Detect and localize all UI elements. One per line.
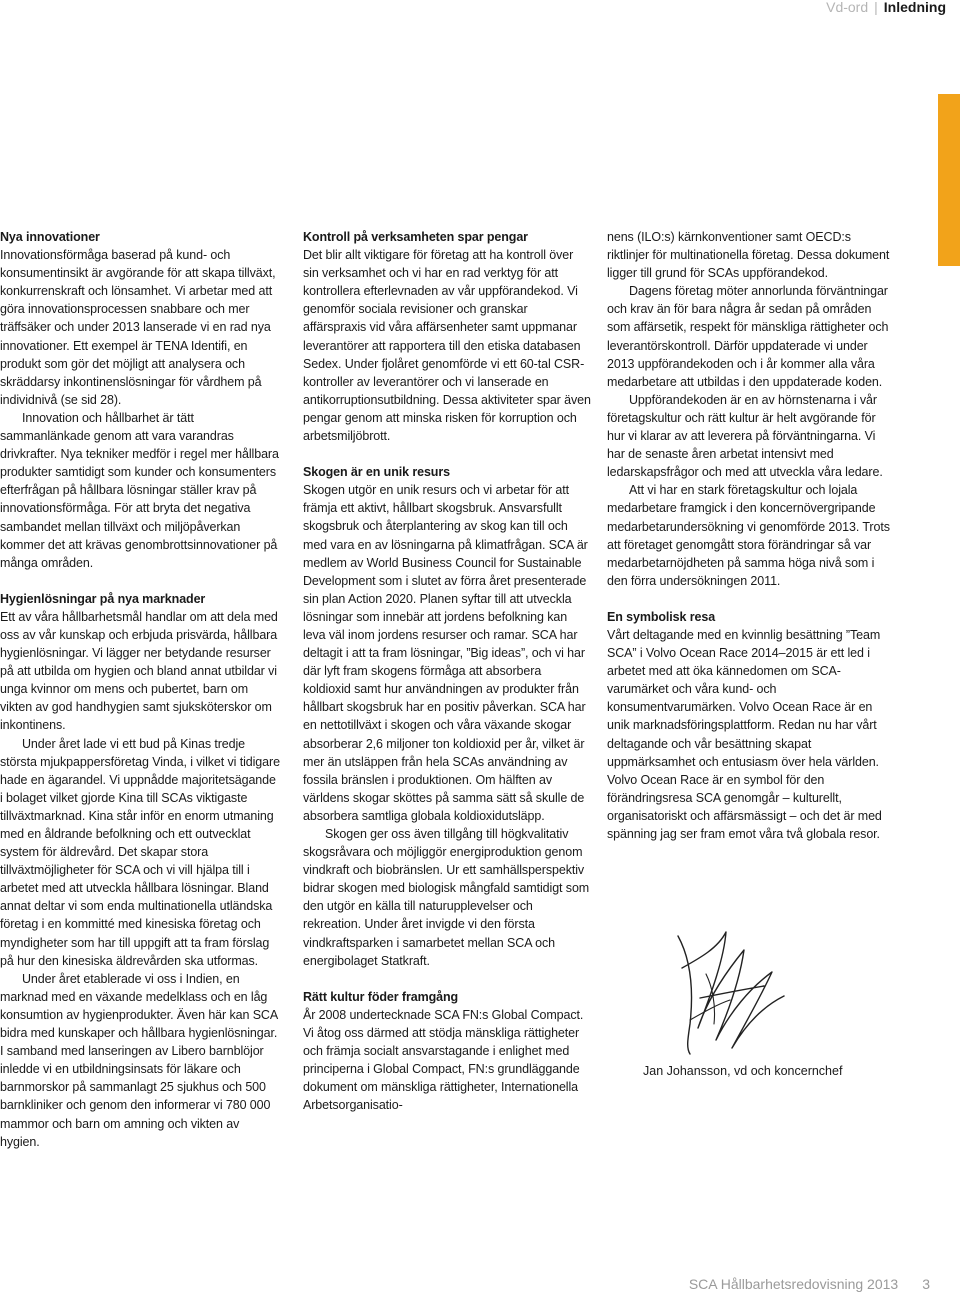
column-3 [607,228,896,843]
paragraph: Ett av våra hållbarhetsmål handlar om att dela med oss av vår kunskap och erbjuda prisvärda, hållbara hygienlösningar. Vi lägger ner betydande resurser på att utbilda om hygien och bland annat utbildar vi unga kvinnor om mens och pubertet, barn om vikten av god handhygien samt sjuksköterskor om inkontinens. [0,609,278,733]
column-1 [0,228,281,1151]
header-divider: | [874,0,878,15]
heading-ratt-kultur: Rätt kultur föder framgång [303,989,459,1004]
heading-nya-innovationer: Nya innovationer [0,230,100,244]
footer-title: SCA Hållbarhetsredovisning 2013 [688,1276,899,1292]
section-label: Vd-ord [826,0,869,15]
signature-caption: Jan Johansson, vd och koncernchef [643,1064,843,1078]
heading-hygienlosningar: Hygienlösningar på nya marknader [0,591,206,606]
chapter-label: Inledning [883,0,946,15]
paragraph: nens (ILO:s) kärnkonventioner samt OECD:s riktlinjer för multinationella företag. Dessa dokument ligger till grund för SCAs uppförandekod. [607,230,890,281]
paragraph: Under året etablerade vi oss i Indien, en marknad med en växande medelklass och en låg konsumtion av hygienprodukter. Även här kan SCA bidra med kunskaper och hållbara hygienlösningar. I samband med lanseringen av Libero barnblöjor inledde vi en utbildningsinsats för läkare och barnmorskor på sammanlagt 25 sjukhus och 500 barnkliniker och genom den informerar vi 780 000 mammor och barn om amning och vikten av hygien. [0,971,278,1149]
page-footer [689,1276,930,1292]
signature-image [660,928,790,1060]
chapter-tab-marker [938,94,960,266]
heading-kontroll: Kontroll på verksamheten spar pengar [303,230,528,244]
paragraph: Skogen ger oss även tillgång till högkvalitativ skogsråvara och möjliggör energiproduktion genom vindkraft och biobränslen. Ur ett samhällsperspektiv bidrar skogen med biologisk mångfald samtidigt som den utgör en källa till naturupplevelser och rekreation. Under året invigde vi den första vindkraftsparken i samarbetet mellan SCA och energibolaget Statkraft. [303,827,590,968]
paragraph: År 2008 undertecknade SCA FN:s Global Compact. Vi åtog oss därmed att stödja mänskliga rättigheter och främja socialt ansvarstagande i enlighet med principerna i Global Compact, FN:s grundläggande dokument om mänskliga rättigheter, Internationella Arbetsorganisatio- [303,1007,584,1113]
paragraph: Innovation och hållbarhet är tätt sammanlänkade genom att vara varandras drivkrafter. Nya tekniker medför i regel mer hållbara produkter samtidigt som kunder och konsumenters efterfrågan på hållbara lösningar ställer krav på innovationsförmåga. För att bryta det negativa sambandet mellan tillväxt och miljöpåverkan kommer det att krävas genombrottsinnovationer på många områden. [0,410,279,570]
heading-skogen: Skogen är en unik resurs [303,465,450,480]
paragraph: Uppförandekoden är en av hörnstenarna i vår företagskultur och rätt kultur är helt avgörande för hur vi klarar av att leverera på förväntningarna. Vi har de senaste åren arbetat intensivt med ledarskapsfrågor och med att utveckla våra ledare. [607,392,883,480]
paragraph: Det blir allt viktigare för företag att ha kontroll över sin verksamhet och vi har en rad verktyg för att kontrollera efterlevnaden av vår uppförandekod. Vi genomför sociala revisioner och granskar affärspraxis vid våra affärsenheter samt uppmanar leverantörer att rapportera till den etiska databasen Sedex. Under fjolåret genomförde vi ett 60-tal CSR-kontroller av leverantörer och vi lanserade en antikorruptionsutbildning. Dessa aktiviteter spar även pengar genom att minska risken för korruption och arbetsmiljöbrott. [303,248,591,444]
paragraph: Skogen utgör en unik resurs och vi arbetar för att främja ett aktivt, hållbart skogsbruk. Ansvarsfullt skogsbruk och återplantering av skog kan till och med vara en av lösningarna på klimatfrågan. SCA är medlem av World Business Council for Sustainable Development som i slutet av förra året presenterade sin plan Action 2020. Planen syftar till att utveckla lösningar som innebär att jordens befolkning kan leva väl inom jordens resurser och ramar. SCA har deltagit i att ta fram lösningar, ”Big ideas”, och vi har där lyft fram skogens förmåga att absorbera koldioxid samt hur användningen av produkter från hållbart skogsbruk har en positiv påverkan. SCA har en nettotillväxt i skogen och våra växande skogar absorberar 2,6 miljoner ton koldioxid per år, vilket är mer än utsläppen från hela SCAs användning av fossila bränslen i produktionen. Om hälften av världens skogar sköttes på samma sätt så skulle de absorbera samtliga globala koldioxidutsläpp. [303,483,588,823]
heading-symbolisk-resa: En symbolisk resa [607,609,716,624]
paragraph: Vårt deltagande med en kvinnlig besättning ”Team SCA” i Volvo Ocean Race 2014–2015 är ett led i arbetet med att öka kännedomen om SCA-varumärket och våra kund- och konsumentvarumärken. Volvo Ocean Race är en unik marknadsföringsplattform. Redan nu har vårt deltagande och vår besättning skapat uppmärksamhet och entusiasm över hela världen. Volvo Ocean Race är en symbol för den förändringsresa SCA genomgår – kulturellt, organisatoriskt och affärsmässigt – och det är med spänning jag ser fram emot våra två globala resor. [607,627,882,841]
paragraph: Att vi har en stark företagskultur och lojala medarbetare framgick i den koncernövergripande medarbetarundersökning vi genomförde 2013. Trots att företaget genomgått stora förändringar så var medarbetarnöjdheten på samma höga nivå som i den förra undersökningen 2011. [607,483,890,588]
page-header [826,0,946,14]
paragraph: Under året lade vi ett bud på Kinas tredje största mjukpappersföretag Vinda, i vilket vi tidigare hade en ägarandel. Vi uppnådde majoritetsägande i bolaget vilket gjorde Kina till SCAs viktigaste tillväxtmarknad. Kina står inför en enorm utmaning med en åldrande befolkning och ett outvecklat system för äldrevård. Det skapar stora tillväxtmöjligheter för SCA och vi vill hjälpa till i arbetet med att utveckla hållbara lösningar. Bland annat deltar vi som enda multinationella utländska företag i en kommitté med kinesiska företag och myndigheter som har till uppgift att ta fram förslag på hur den kinesiska äldrevården ska utformas. [0,736,280,968]
paragraph: Innovationsförmåga baserad på kund- och konsumentinsikt är avgörande för att skapa tillväxt, konkurrenskraft och lönsamhet. Vi arbetar med att göra innovationsprocessen snabbare och mer träffsäker och under 2013 lanserade vi en rad nya innovationer. Ett exempel är TENA Identifi, en produkt som gör det möjligt att analysera och skräddarsy inkontinenslösningar för vårdhem på individnivå (se sid 28). [0,248,276,407]
page-number: 3 [922,1276,930,1292]
paragraph: Dagens företag möter annorlunda förväntningar och krav än för bara några år sedan på områden som affärsetik, respekt för mänskliga rättigheter och leverantörskontroll. Därför uppdaterade vi under 2013 uppförandekoden och i år kommer alla våra medarbetare att utbildas i den uppdaterade koden. [607,284,889,389]
column-2 [303,228,591,1114]
